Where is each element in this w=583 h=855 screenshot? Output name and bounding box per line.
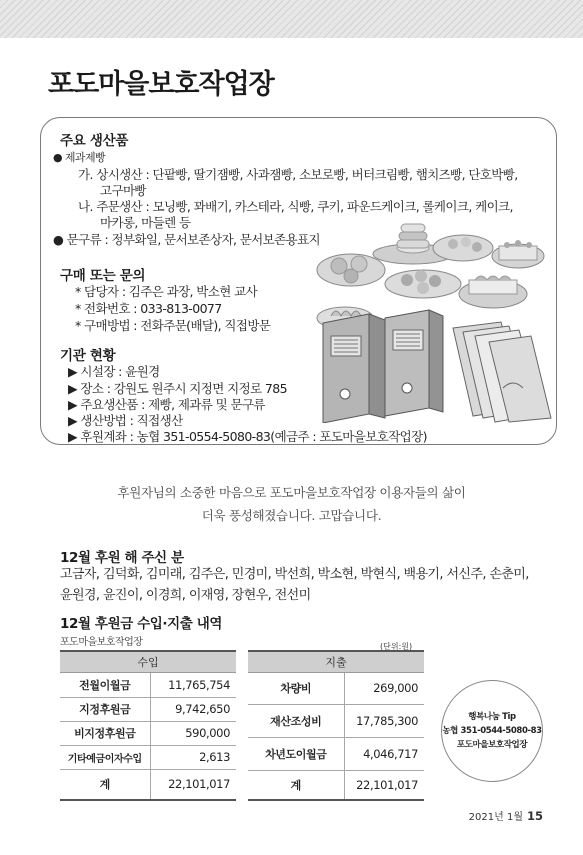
table-row	[60, 721, 236, 745]
footer-date: 2021년 1월	[468, 812, 523, 823]
income-header: 수입	[60, 651, 236, 672]
table-row	[248, 672, 424, 704]
row-label: 전월이월금	[60, 672, 150, 697]
header-band	[0, 0, 583, 38]
row-label: 계	[248, 770, 344, 800]
product-line: 마카롱, 마들렌 등	[100, 215, 191, 230]
row-amount: 9,742,650	[150, 697, 236, 721]
status-line: ▶ 시설장 : 윤원경	[68, 364, 160, 379]
finance-heading: 12월 후원금 수입·지출 내역	[60, 616, 223, 632]
inquiry-line: * 담당자 : 김주은 과장, 박소현 교사	[75, 284, 258, 299]
unit-label: (단위:원)	[380, 642, 413, 651]
tip-account: 농협 351-0544-5080-83	[442, 726, 542, 736]
row-amount: 17,785,300	[344, 704, 424, 737]
status-heading: 기관 현황	[60, 348, 116, 364]
table-row	[248, 770, 424, 800]
donor-list-line: 윤원경, 윤진이, 이경희, 이재영, 장현우, 전선미	[60, 588, 311, 603]
status-line: ▶ 생산방법 : 직접생산	[68, 413, 183, 428]
finance-org: 포도마을보호작업장	[60, 637, 143, 648]
page-footer	[469, 808, 543, 823]
donors-heading: 12월 후원 해 주신 분	[60, 550, 184, 566]
row-amount: 4,046,717	[344, 737, 424, 770]
status-line: ▶ 주요생산품 : 제빵, 제과류 및 문구류	[68, 397, 265, 412]
info-box	[40, 117, 557, 445]
inquiry-heading: 구매 또는 문의	[60, 268, 146, 284]
inquiry-line: * 구매방법 : 전화주문(배달), 직접방문	[75, 318, 271, 333]
row-label: 기타예금이자수입	[60, 745, 150, 769]
products-illustration	[303, 218, 553, 423]
row-label: 계	[60, 769, 150, 800]
stationery-line: ● 문구류 : 정부화일, 문서보존상자, 문서보존용표지	[53, 232, 321, 247]
row-amount: 22,101,017	[344, 770, 424, 800]
tip-holder: 포도마을보호작업장	[456, 740, 528, 750]
products-heading: 주요 생산품	[60, 133, 129, 149]
page-number: 15	[526, 809, 543, 823]
donor-list-line: 고금자, 김덕화, 김미래, 김주은, 민경미, 박선희, 박소현, 박현식, 백용기, 서신주, 손춘미,	[60, 567, 529, 582]
thanks-line-1: 후원자님의 소중한 마음으로 포도마을보호작업장 이용자들의 삶이	[117, 485, 466, 500]
bakery-label: ● 제과제빵	[53, 151, 105, 164]
row-label: 차년도이월금	[248, 737, 344, 770]
tip-circle	[441, 680, 543, 782]
row-label: 비지정후원금	[60, 721, 150, 745]
table-row	[60, 697, 236, 721]
expense-table	[248, 650, 424, 801]
product-line: 고구마빵	[100, 183, 146, 198]
row-label: 재산조성비	[248, 704, 344, 737]
row-amount: 22,101,017	[150, 769, 236, 800]
inquiry-line: * 전화번호 : 033-813-0077	[75, 301, 222, 316]
page-title: 포도마을보호작업장	[48, 69, 274, 100]
row-label: 지정후원금	[60, 697, 150, 721]
table-row	[248, 704, 424, 737]
status-line: ▶ 후원계좌 : 농협 351-0554-5080-83(예금주 : 포도마을보호작업장)	[68, 429, 427, 444]
table-row	[60, 769, 236, 800]
expense-header: 지출	[248, 651, 424, 672]
table-row	[60, 672, 236, 697]
row-amount: 590,000	[150, 721, 236, 745]
tip-title: 행복나눔 Tip	[468, 712, 516, 722]
product-line: 가. 상시생산 : 단팥빵, 딸기잼빵, 사과잼빵, 소보로빵, 버터크림빵, 햄치즈빵, 단호박빵,	[78, 167, 518, 182]
thanks-line-2: 더욱 풍성해졌습니다. 고맙습니다.	[201, 508, 382, 523]
product-line: 나. 주문생산 : 모닝빵, 꽈배기, 카스테라, 식빵, 쿠키, 파운드케이크, 롤케이크, 케이크,	[78, 199, 513, 214]
row-amount: 2,613	[150, 745, 236, 769]
row-label: 차량비	[248, 672, 344, 704]
table-row	[60, 745, 236, 769]
status-line: ▶ 장소 : 강원도 원주시 지정면 지정로 785	[68, 381, 287, 396]
row-amount: 269,000	[344, 672, 424, 704]
table-row	[248, 737, 424, 770]
income-table	[60, 650, 236, 801]
row-amount: 11,765,754	[150, 672, 236, 697]
